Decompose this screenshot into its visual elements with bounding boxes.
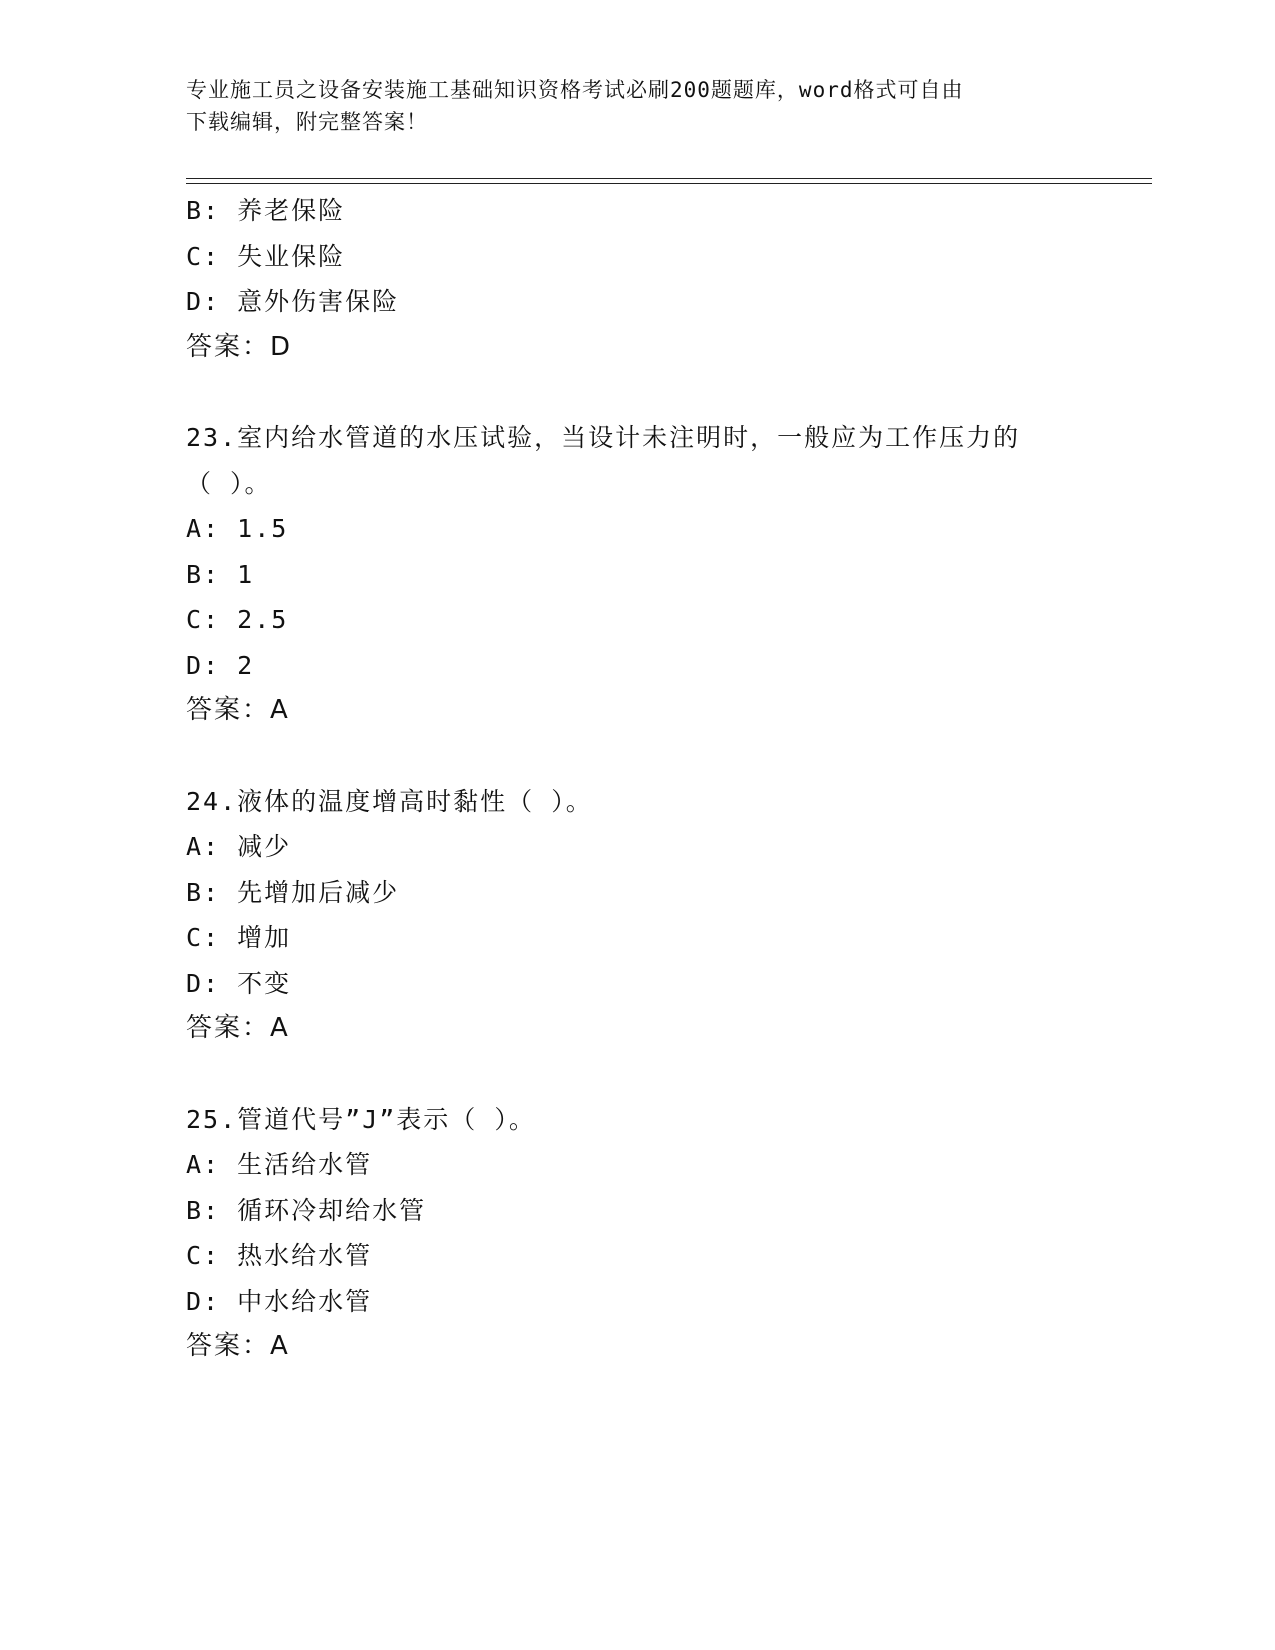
question-23 xyxy=(186,415,1086,734)
option-c: C: 2.5 xyxy=(186,605,289,634)
question-stem: 25.管道代号”J”表示（ ）。 xyxy=(186,1104,536,1134)
answer-line: 答案：A xyxy=(186,1331,290,1361)
answer-line: 答案：A xyxy=(186,1013,290,1043)
option-b: B: 循环冷却给水管 xyxy=(186,1195,427,1225)
option-c: C: 增加 xyxy=(186,923,292,952)
answer-line: 答案：A xyxy=(186,695,290,725)
option-d: D: 2 xyxy=(186,650,255,680)
option-d: D: 不变 xyxy=(186,968,292,998)
header-divider-top xyxy=(186,178,1152,179)
option-d: D: 中水给水管 xyxy=(186,1286,373,1316)
header-line-1: 专业施工员之设备安装施工基础知识资格考试必刷200题题库，word格式可自由 xyxy=(186,78,964,102)
question-stem-continued: （ ）。 xyxy=(186,468,272,498)
option-a: A: 1.5 xyxy=(186,514,289,543)
option-d: D: 意外伤害保险 xyxy=(186,287,400,316)
question-spacer xyxy=(186,1052,1086,1097)
question-list xyxy=(186,188,1086,1370)
question-spacer xyxy=(186,734,1086,779)
question-24 xyxy=(186,779,1086,1052)
option-c: C: 失业保险 xyxy=(186,241,346,271)
question-stem: 23.室内给水管道的水压试验，当设计未注明时，一般应为工作压力的 xyxy=(186,423,1021,452)
question-22-continued xyxy=(186,188,1086,370)
header-divider-bottom xyxy=(186,183,1152,184)
option-a: A: 生活给水管 xyxy=(186,1150,373,1179)
answer-line: 答案：D xyxy=(186,331,293,362)
question-stem: 24.液体的温度增高时黏性（ ）。 xyxy=(186,786,593,816)
header-line-2: 下载编辑，附完整答案！ xyxy=(186,110,428,134)
option-a: A: 减少 xyxy=(186,832,292,861)
question-spacer xyxy=(186,370,1086,415)
option-b: B: 1 xyxy=(186,559,255,589)
option-b: B: 先增加后减少 xyxy=(186,877,400,907)
option-b: B: 养老保险 xyxy=(186,196,346,225)
question-25 xyxy=(186,1097,1086,1370)
document-header xyxy=(186,74,1066,138)
option-c: C: 热水给水管 xyxy=(186,1241,373,1270)
